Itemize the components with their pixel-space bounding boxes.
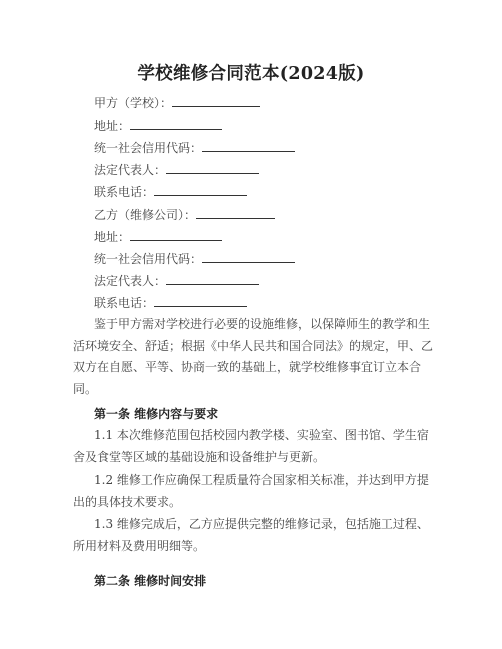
party-b-field	[94, 207, 275, 223]
party-b-address-blank	[130, 229, 222, 241]
party-a-label: 甲方（学校）：	[94, 96, 173, 110]
party-a-legal-rep-field	[94, 162, 259, 178]
party-a-field	[94, 95, 260, 111]
party-b-credit-code-blank	[202, 251, 295, 263]
party-b-legal-rep-label: 法定代表人：	[94, 274, 167, 288]
party-b-credit-code-field	[94, 251, 295, 267]
party-b-blank	[196, 207, 275, 219]
party-a-credit-code-blank	[202, 140, 295, 152]
clause-1-1: 1.1 本次维修范围包括校园内教学楼、实验室、图书馆、学生宿舍及食堂等区域的基础设施和设备维护与更新。	[73, 428, 429, 464]
party-a-credit-code-label: 统一社会信用代码：	[94, 141, 203, 155]
party-b-address-label: 地址：	[94, 230, 131, 244]
clause-1-2: 1.2 维修工作应确保工程质量符合国家相关标准，并达到甲方提出的具体技术要求。	[73, 473, 429, 509]
party-a-blank	[172, 95, 260, 107]
party-a-credit-code-field	[94, 140, 295, 156]
party-a-legal-rep-label: 法定代表人：	[94, 163, 167, 177]
party-b-phone-field	[94, 295, 247, 311]
party-a-address-blank	[130, 118, 222, 130]
party-a-address-label: 地址：	[94, 119, 131, 133]
party-b-address-field	[94, 229, 222, 245]
party-b-phone-blank	[154, 295, 247, 307]
preamble-paragraph: 鉴于甲方需对学校进行必要的设施维修，以保障师生的教学和生活环境安全、舒适；根据《中华人民共和国合同法》的规定，甲、乙双方在自愿、平等、协商一致的基础上，就学校维修事宜订立本合同。	[73, 317, 434, 396]
party-b-credit-code-label: 统一社会信用代码：	[94, 252, 203, 266]
party-a-phone-field	[94, 184, 247, 200]
party-a-legal-rep-blank	[166, 162, 259, 174]
party-a-address-field	[94, 118, 222, 134]
party-b-phone-label: 联系电话：	[94, 296, 155, 310]
party-b-label: 乙方（维修公司）：	[94, 208, 197, 222]
article-2-heading: 第二条 维修时间安排	[94, 574, 207, 588]
document-title: 学校维修合同范本(2024版)	[137, 64, 365, 84]
party-a-phone-label: 联系电话：	[94, 185, 155, 199]
party-b-legal-rep-field	[94, 273, 259, 289]
article-1-heading: 第一条 维修内容与要求	[94, 407, 219, 421]
clause-1-3: 1.3 维修完成后，乙方应提供完整的维修记录，包括施工过程、所用材料及费用明细等。	[73, 517, 429, 553]
party-b-legal-rep-blank	[166, 273, 259, 285]
party-a-phone-blank	[154, 184, 247, 196]
